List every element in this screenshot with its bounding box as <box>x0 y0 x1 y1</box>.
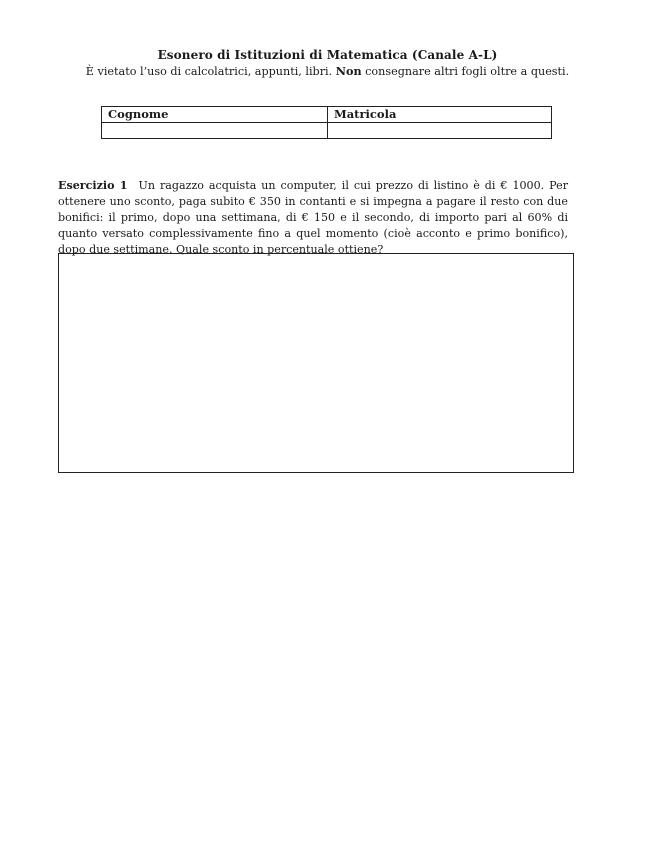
surname-field[interactable] <box>102 123 328 139</box>
id-table-entry-row <box>102 123 552 139</box>
rules-suffix: consegnare altri fogli oltre a questi. <box>365 65 570 78</box>
rules-prefix: È vietato l’uso di calcolatrici, appunti, libri. <box>85 65 333 78</box>
exam-title: Esonero di Istituzioni di Matematica (Canale A-L) <box>157 48 498 62</box>
student-id-table <box>101 106 552 139</box>
exercise-1-answer-box[interactable] <box>58 253 574 473</box>
exercise-1 <box>58 178 568 258</box>
rules-bold: Non <box>335 64 362 78</box>
student-id-label: Matricola <box>328 107 552 123</box>
exam-rules <box>0 63 655 80</box>
exercise-1-label: Esercizio 1 <box>58 179 128 192</box>
surname-label: Cognome <box>102 107 328 123</box>
exercise-1-text: Un ragazzo acquista un computer, il cui prezzo di listino è di € 1000. Per ottenere uno sconto, paga subito € 350 in contanti e si impegna a pagare il resto con due bonifici: il primo, dopo una settimana, di € 150 e il secondo, di importo pari al 60% di quanto versato complessivamente fino a quel momento (cioè acconto e primo bonifico), dopo due settimane. Quale sconto in percentuale ottiene? <box>58 179 569 256</box>
student-id-field[interactable] <box>328 123 552 139</box>
id-table-header-row <box>102 107 552 123</box>
